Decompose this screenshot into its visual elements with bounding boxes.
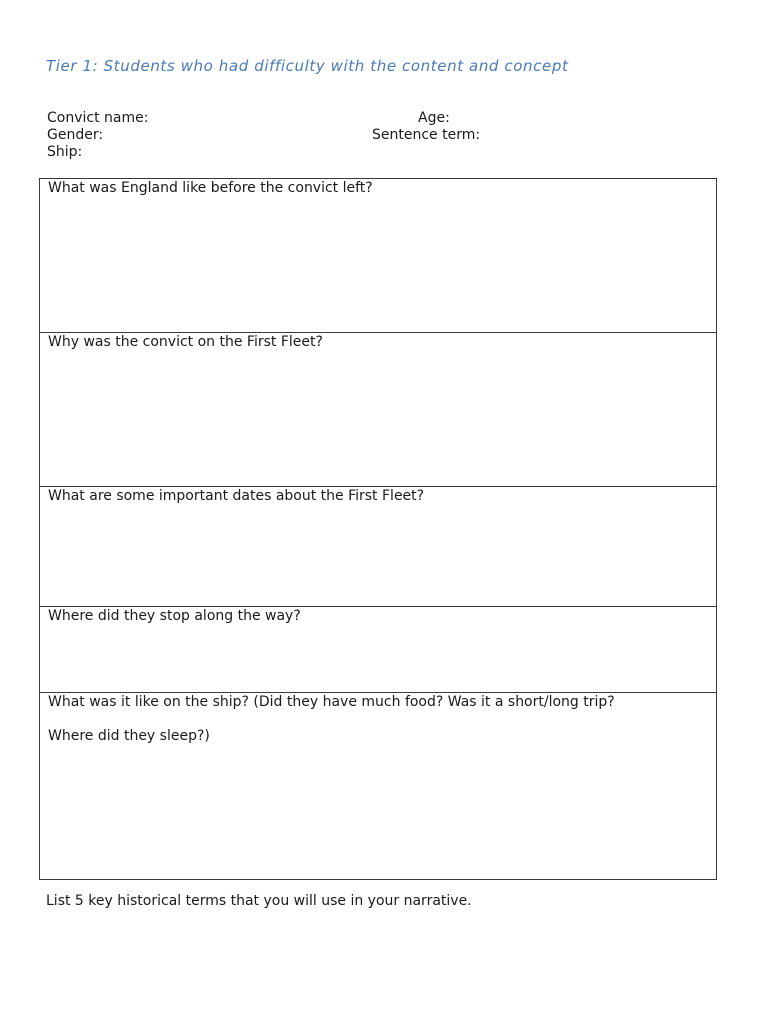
question-row-reason[interactable] bbox=[40, 332, 716, 486]
gender-label: Gender: bbox=[47, 127, 104, 143]
question-text-continued: Where did they sleep?) bbox=[48, 728, 210, 744]
ship-label: Ship: bbox=[47, 144, 83, 160]
question-text: What was it like on the ship? (Did they have much food? Was it a short/long trip? bbox=[48, 694, 615, 710]
page-title: Tier 1: Students who had difficulty with the content and concept bbox=[46, 57, 569, 75]
convict-name-label: Convict name: bbox=[47, 110, 149, 126]
age-label: Age: bbox=[418, 110, 450, 126]
question-text: What are some important dates about the First Fleet? bbox=[48, 488, 425, 504]
question-text: What was England like before the convict left? bbox=[48, 180, 373, 196]
question-row-england[interactable] bbox=[40, 179, 716, 332]
historical-terms-instruction: List 5 key historical terms that you will use in your narrative. bbox=[46, 893, 472, 909]
question-row-ship-life[interactable] bbox=[40, 692, 716, 879]
question-text: Where did they stop along the way? bbox=[48, 608, 301, 624]
question-table bbox=[39, 178, 717, 880]
question-row-stops[interactable] bbox=[40, 606, 716, 692]
question-row-dates[interactable] bbox=[40, 486, 716, 606]
question-text: Why was the convict on the First Fleet? bbox=[48, 334, 323, 350]
sentence-term-label: Sentence term: bbox=[372, 127, 481, 143]
